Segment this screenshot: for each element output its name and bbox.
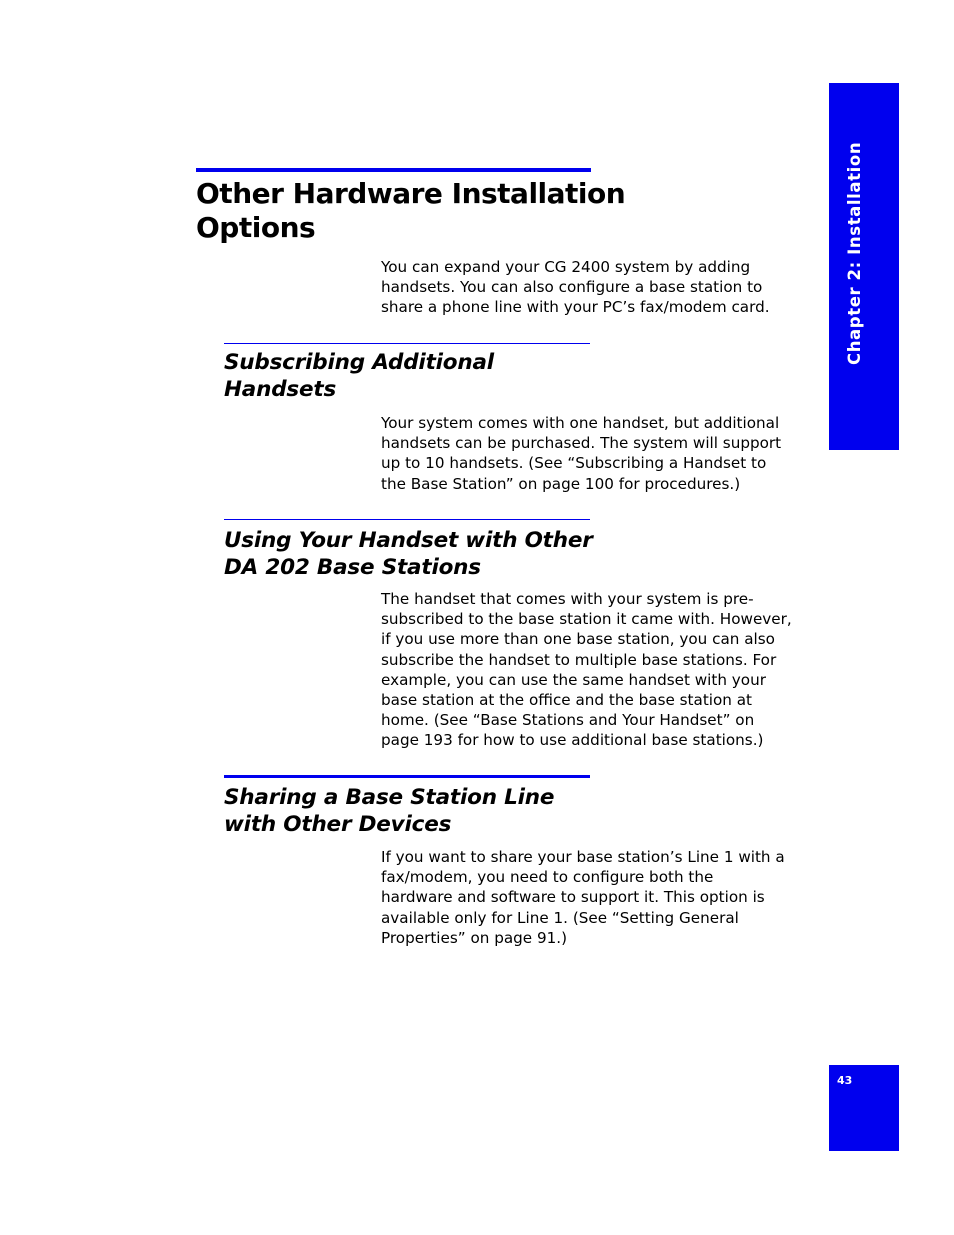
section-title-line: Handsets: [224, 376, 337, 402]
section-rule: [224, 775, 590, 778]
chapter-tab: [829, 83, 899, 450]
text-line: Your system comes with one handset, but additional: [381, 414, 780, 432]
text-line: page 193 for how to use additional base stations.): [381, 731, 764, 750]
text-line: if you use more than one base station, you can also: [381, 630, 775, 649]
text-line: You can expand your CG 2400 system by adding: [381, 258, 751, 276]
section-rule: [224, 343, 590, 344]
text-line: up to 10 handsets. (See “Subscribing a Handset to: [381, 454, 767, 473]
section-title-using-your-handset: [224, 528, 664, 581]
section-paragraph: [381, 589, 801, 751]
text-line: handsets. You can also configure a base station to: [381, 278, 763, 297]
text-line: share a phone line with your PC’s fax/modem card.: [381, 298, 770, 317]
text-line: handsets can be purchased. The system will support: [381, 434, 782, 453]
text-line: home. (See “Base Stations and Your Handset” on: [381, 711, 755, 730]
section-title-line: DA 202 Base Stations: [224, 554, 481, 580]
section-title-sharing-a-base-station-line: [224, 785, 664, 838]
text-line: hardware and software to support it. This option is: [381, 888, 765, 907]
text-line: the Base Station” on page 100 for procedures.): [381, 474, 741, 493]
section-title-subscribing-additional-handsets: [224, 350, 664, 403]
main-title-rule: [196, 168, 591, 172]
section-paragraph: [381, 847, 801, 948]
text-line: The handset that comes with your system is pre-: [381, 590, 754, 608]
section-title-line: Using Your Handset with Other: [224, 528, 593, 553]
text-line: base station at the office and the base station at: [381, 691, 753, 710]
section-title-line: Subscribing Additional: [224, 350, 494, 375]
page-number-tab: [829, 1065, 899, 1151]
page-title-line: Other Hardware Installation: [196, 177, 626, 210]
section-title-line: Sharing a Base Station Line: [224, 785, 555, 810]
section-title-line: with Other Devices: [224, 811, 452, 837]
text-line: fax/modem, you need to configure both the: [381, 868, 714, 887]
text-line: Properties” on page 91.): [381, 928, 568, 947]
text-line: available only for Line 1. (See “Setting General: [381, 908, 739, 927]
page-title-line: Options: [196, 211, 316, 244]
section-paragraph: [381, 413, 801, 494]
page-title: [196, 177, 676, 245]
text-line: subscribe the handset to multiple base stations. For: [381, 650, 777, 669]
text-line: If you want to share your base station’s Line 1 with a: [381, 848, 785, 866]
text-line: example, you can use the same handset with your: [381, 670, 766, 689]
page-number: 43: [837, 1074, 853, 1087]
chapter-tab-label: Chapter 2: Installation: [845, 141, 864, 365]
intro-paragraph: [381, 257, 801, 318]
section-rule: [224, 519, 590, 520]
text-line: subscribed to the base station it came with. However,: [381, 610, 792, 629]
